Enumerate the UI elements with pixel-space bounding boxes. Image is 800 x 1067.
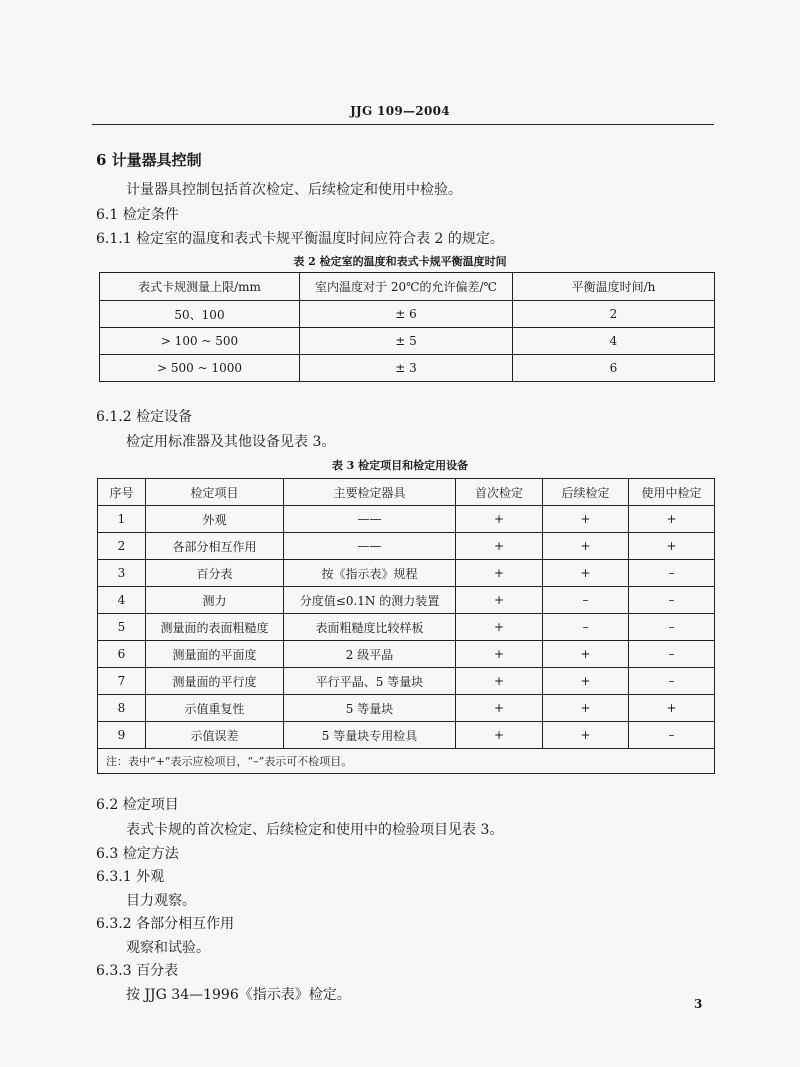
table-cell: > 100 ~ 500: [100, 328, 300, 355]
table-cell: 平行平晶、5 等量块: [284, 668, 456, 695]
table-cell: 2: [98, 533, 146, 560]
table-cell: 示值重复性: [146, 695, 284, 722]
table-cell: 测量面的平行度: [146, 668, 284, 695]
table-row: [100, 328, 715, 355]
table-2-header-cell: 表式卡规测量上限/mm: [100, 273, 300, 301]
table-cell: 4: [98, 587, 146, 614]
table-cell: –: [629, 560, 715, 587]
table-3-header-cell: 使用中检定: [629, 479, 715, 506]
table-cell: +: [456, 668, 543, 695]
table-cell: 9: [98, 722, 146, 749]
table-row: [98, 668, 715, 695]
section-6-1-2-heading: 6.1.2 检定设备: [96, 409, 193, 425]
table-cell: ——: [284, 506, 456, 533]
table-cell: 外观: [146, 506, 284, 533]
table-cell: 测量面的表面粗糙度: [146, 614, 284, 641]
table-cell: +: [456, 641, 543, 668]
table-3-caption: 表 3 检定项目和检定用设备: [331, 459, 469, 472]
section-6-1-1-text: 6.1.1 检定室的温度和表式卡规平衡温度时间应符合表 2 的规定。: [96, 231, 504, 247]
table-row: [98, 722, 715, 749]
table-cell: > 500 ~ 1000: [100, 355, 300, 382]
section-6-3-1-text: 目力观察。: [126, 893, 196, 909]
table-cell: +: [543, 560, 629, 587]
table-cell: 5: [98, 614, 146, 641]
table-cell: 2: [513, 301, 715, 328]
table-row: [100, 355, 715, 382]
table-cell: 分度值≤0.1N 的测力装置: [284, 587, 456, 614]
table-cell: 百分表: [146, 560, 284, 587]
table-cell: ± 3: [300, 355, 513, 382]
table-row: [98, 506, 715, 533]
table-cell: +: [456, 560, 543, 587]
table-3-header-cell: 检定项目: [146, 479, 284, 506]
table-cell: +: [456, 695, 543, 722]
table-cell: ± 5: [300, 328, 513, 355]
section-6-1-2-text: 检定用标准器及其他设备见表 3。: [126, 434, 336, 450]
table-3-note-row: [98, 749, 715, 774]
table-2-header-cell: 平衡温度时间/h: [513, 273, 715, 301]
table-cell: 按《指示表》规程: [284, 560, 456, 587]
table-cell: –: [543, 587, 629, 614]
table-cell: +: [543, 533, 629, 560]
table-cell: +: [629, 533, 715, 560]
table-row: [98, 614, 715, 641]
table-cell: 1: [98, 506, 146, 533]
page-number: 3: [694, 997, 703, 1011]
section-6-3-3-heading: 6.3.3 百分表: [96, 963, 179, 979]
section-6-heading: 6 计量器具控制: [96, 151, 202, 169]
table-3-note: 注：表中“+”表示应检项目，“–”表示可不检项目。: [98, 749, 715, 774]
table-cell: +: [543, 641, 629, 668]
table-2: [99, 272, 715, 382]
section-6-3-2-heading: 6.3.2 各部分相互作用: [96, 916, 235, 932]
table-cell: +: [456, 614, 543, 641]
table-cell: +: [543, 722, 629, 749]
table-2-header-cell: 室内温度对于 20℃的允许偏差/℃: [300, 273, 513, 301]
table-cell: 2 级平晶: [284, 641, 456, 668]
table-2-caption: 表 2 检定室的温度和表式卡规平衡温度时间: [293, 255, 507, 268]
table-cell: ± 6: [300, 301, 513, 328]
table-3: [97, 478, 715, 774]
table-cell: 各部分相互作用: [146, 533, 284, 560]
section-6-3-heading: 6.3 检定方法: [96, 846, 179, 862]
table-cell: 3: [98, 560, 146, 587]
header-rule: [92, 124, 714, 125]
table-cell: ——: [284, 533, 456, 560]
table-cell: –: [629, 587, 715, 614]
table-row: [98, 587, 715, 614]
table-cell: +: [456, 533, 543, 560]
table-cell: +: [629, 695, 715, 722]
table-cell: –: [629, 614, 715, 641]
table-cell: 示值误差: [146, 722, 284, 749]
table-3-header-cell: 首次检定: [456, 479, 543, 506]
table-row: [98, 641, 715, 668]
table-cell: 测力: [146, 587, 284, 614]
table-3-header-cell: 后续检定: [543, 479, 629, 506]
table-cell: –: [629, 722, 715, 749]
table-cell: 测量面的平面度: [146, 641, 284, 668]
table-cell: 5 等量块: [284, 695, 456, 722]
table-cell: +: [543, 668, 629, 695]
table-cell: 6: [513, 355, 715, 382]
table-cell: –: [543, 614, 629, 641]
table-cell: 4: [513, 328, 715, 355]
table-cell: 5 等量块专用检具: [284, 722, 456, 749]
table-3-header-cell: 主要检定器具: [284, 479, 456, 506]
table-cell: +: [456, 587, 543, 614]
table-cell: 8: [98, 695, 146, 722]
table-cell: +: [456, 722, 543, 749]
section-6-2-heading: 6.2 检定项目: [96, 797, 179, 813]
table-row: [98, 695, 715, 722]
table-cell: –: [629, 668, 715, 695]
table-cell: 50、100: [100, 301, 300, 328]
table-cell: +: [456, 506, 543, 533]
table-cell: 7: [98, 668, 146, 695]
table-cell: +: [629, 506, 715, 533]
table-cell: –: [629, 641, 715, 668]
document-code-header: JJG 109—2004: [350, 104, 450, 118]
table-row: [98, 560, 715, 587]
table-2-header-row: [100, 273, 715, 301]
table-3-header-cell: 序号: [98, 479, 146, 506]
section-6-3-1-heading: 6.3.1 外观: [96, 869, 165, 885]
section-6-1-heading: 6.1 检定条件: [96, 207, 179, 223]
table-cell: 6: [98, 641, 146, 668]
section-6-intro: 计量器具控制包括首次检定、后续检定和使用中检验。: [126, 182, 462, 198]
table-cell: +: [543, 695, 629, 722]
section-6-2-text: 表式卡规的首次检定、后续检定和使用中的检验项目见表 3。: [126, 822, 504, 838]
section-6-3-3-text: 按 JJG 34—1996《指示表》检定。: [126, 987, 351, 1003]
table-3-header-row: [98, 479, 715, 506]
table-row: [98, 533, 715, 560]
table-row: [100, 301, 715, 328]
section-6-3-2-text: 观察和试验。: [126, 940, 210, 956]
table-cell: 表面粗糙度比较样板: [284, 614, 456, 641]
table-cell: +: [543, 506, 629, 533]
